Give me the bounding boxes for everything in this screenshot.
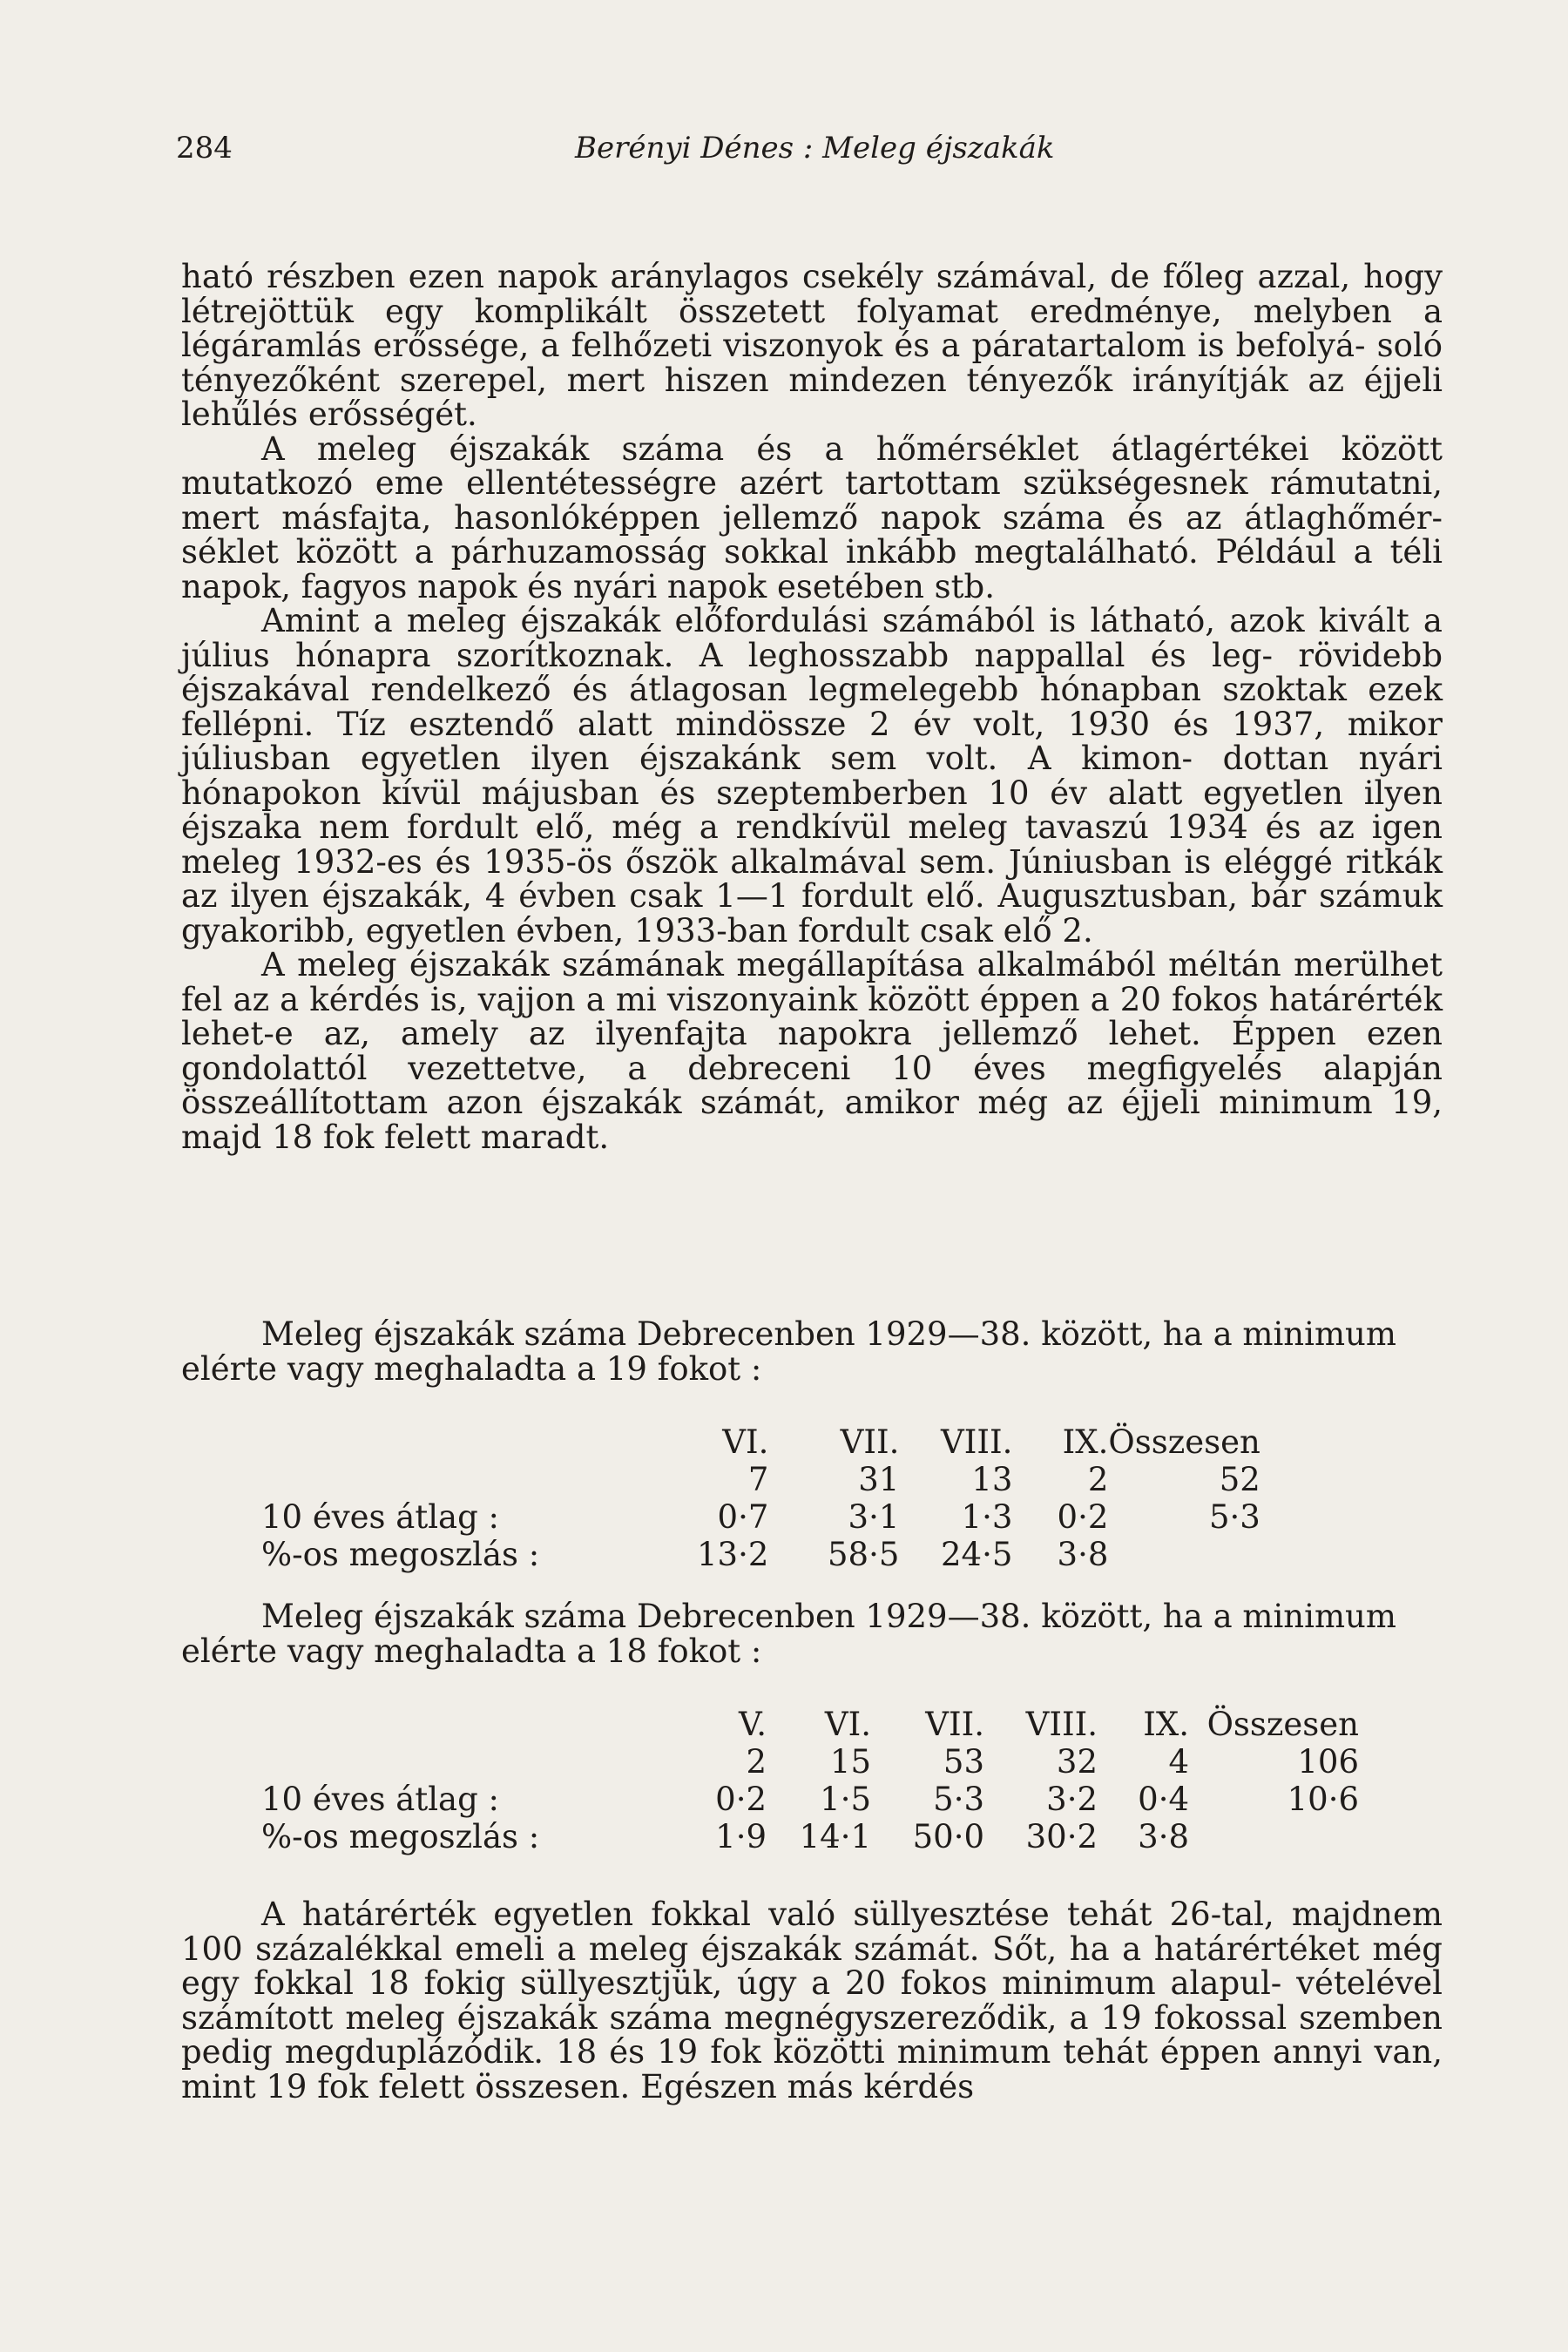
table-cell: 7 bbox=[747, 1461, 769, 1498]
body-text bbox=[181, 260, 1443, 1154]
table-row bbox=[261, 1818, 1359, 1855]
paragraph-threshold: A meleg éjszakák számának megállapítása alkalmából méltán merülhet fel az a kérdés is, vajjon a mi viszonyaink között éppen a 20 fokos határérték lehet-e az, amely az ilyenfajta napokra jellemző lehet. Éppen ezen gondolattól vezettetve, a debreceni 10 éves megfigyelés alapján összeállítottam azon éjszakák számát, amikor még az éjjeli minimum 19, majd 18 fok felett maradt. bbox=[181, 946, 1443, 1156]
table-19-fok bbox=[261, 1423, 1260, 1573]
table-cell: 5·3 bbox=[1208, 1498, 1260, 1536]
table-cell: 15 bbox=[829, 1743, 871, 1781]
table-cell: 5·3 bbox=[933, 1781, 984, 1818]
table-cell: 10·6 bbox=[1287, 1781, 1359, 1818]
table-cell: 53 bbox=[943, 1743, 984, 1781]
closing-text bbox=[181, 1897, 1443, 2104]
table-cell: 13·2 bbox=[697, 1536, 769, 1573]
table-header-row bbox=[261, 1423, 1260, 1461]
row-label: %-os megoszlás : bbox=[261, 1536, 540, 1573]
running-title: Berényi Dénes : Meleg éjszakák bbox=[575, 131, 1055, 166]
table-cell: 14·1 bbox=[799, 1818, 871, 1855]
table-cell: 106 bbox=[1297, 1743, 1359, 1781]
table-row bbox=[261, 1461, 1260, 1498]
table-cell: 3·2 bbox=[1046, 1781, 1098, 1818]
table-cell: VIII. bbox=[1025, 1706, 1098, 1743]
table-cell: 1·5 bbox=[820, 1781, 871, 1818]
table-row bbox=[261, 1743, 1359, 1781]
paragraph-july: Amint a meleg éjszakák előfordulási számából is látható, azok kivált a július hónapra szorítkoznak. A leghosszabb nappallal és leg- rövidebb éjszakával rendelkező és átlagosan legmelegebb hónapban szoktak ezek fellépni. Tíz esztendő alatt mindössze 2 év volt, 1930 és 1937, mikor júliusban egyetlen ilyen éjszakánk sem volt. A kimon- dottan nyári hónapokon kívül májusban és szeptemberben 10 év alatt egyetlen ilyen éjszaka nem fordult elő, még a rendkívül meleg tavaszú 1934 és az igen meleg 1932-es és 1935-ös őszök alkalmával sem. Júniusban is eléggé ritkák az ilyen éjszakák, 4 évben csak 1—1 fordult elő. Augusztusban, bár számuk gyakoribb, egyetlen évben, 1933-ban fordult csak elő 2. bbox=[181, 602, 1443, 950]
table-cell: Összesen bbox=[1206, 1706, 1359, 1743]
table-row bbox=[261, 1536, 1260, 1573]
table-cell: 2 bbox=[1087, 1461, 1109, 1498]
table-cell: 50·0 bbox=[912, 1818, 984, 1855]
table-19-caption: Meleg éjszakák száma Debrecenben 1929—38. között, ha a minimum elérte vagy meghaladta a 19 fokot : bbox=[181, 1315, 1396, 1388]
table-cell: V. bbox=[738, 1706, 767, 1743]
table-cell: Összesen bbox=[1108, 1423, 1260, 1461]
table-header-row bbox=[261, 1706, 1359, 1743]
page-number: 284 bbox=[176, 131, 233, 166]
table-cell: 24·5 bbox=[941, 1536, 1013, 1573]
table-cell: 0·7 bbox=[717, 1498, 769, 1536]
table-cell: 13 bbox=[971, 1461, 1013, 1498]
table-row bbox=[261, 1498, 1260, 1536]
paragraph-continuation: ható részben ezen napok aránylagos csekély számával, de főleg azzal, hogy létrejöttük egy komplikált összetett folyamat eredménye, melyben a légáramlás erőssége, a felhőzeti viszonyok és a páratartalom is befolyá- soló tényezőként szerepel, mert hiszen mindezen tényezők irányítják az éjjeli lehűlés erősségét. bbox=[181, 258, 1443, 433]
row-label: 10 éves átlag : bbox=[261, 1498, 500, 1536]
table-cell: 4 bbox=[1168, 1743, 1189, 1781]
table-cell: 52 bbox=[1219, 1461, 1260, 1498]
row-label: 10 éves átlag : bbox=[261, 1781, 500, 1818]
table-cell: 32 bbox=[1056, 1743, 1098, 1781]
table-cell: 0·2 bbox=[1057, 1498, 1109, 1536]
table-cell: 0·4 bbox=[1138, 1781, 1189, 1818]
table-cell: 1·9 bbox=[715, 1818, 767, 1855]
table-18-caption: Meleg éjszakák száma Debrecenben 1929—38. között, ha a minimum elérte vagy meghaladta a 18 fokot : bbox=[181, 1598, 1396, 1670]
table-cell: 0·2 bbox=[715, 1781, 767, 1818]
row-label: %-os megoszlás : bbox=[261, 1818, 540, 1855]
table-row bbox=[261, 1781, 1359, 1818]
table-cell: IX. bbox=[1143, 1706, 1189, 1743]
table-cell: VIII. bbox=[941, 1423, 1013, 1461]
table-cell: 1·3 bbox=[961, 1498, 1013, 1536]
table-cell: 58·5 bbox=[828, 1536, 900, 1573]
table-cell: 3·8 bbox=[1057, 1536, 1109, 1573]
table-cell: 3·8 bbox=[1138, 1818, 1189, 1855]
table-cell: VI. bbox=[722, 1423, 769, 1461]
table-cell: VI. bbox=[824, 1706, 871, 1743]
table-cell: 31 bbox=[858, 1461, 900, 1498]
paragraph-contrast: A meleg éjszakák száma és a hőmérséklet átlagértékei között mutatkozó eme ellentétességre azért tartottam szükségesnek rámutatni, mert másfajta, hasonlóképpen jellemző napok száma és az átlaghőmér- séklet között a párhuzamosság sokkal inkább megtalálható. Például a téli napok, fagyos napok és nyári napok esetében stb. bbox=[181, 429, 1443, 605]
table-cell: 30·2 bbox=[1025, 1818, 1098, 1855]
table-cell: 3·1 bbox=[848, 1498, 900, 1536]
paragraph-closing: A határérték egyetlen fokkal való süllyesztése tehát 26-tal, majdnem 100 százalékkal emeli a meleg éjszakák számát. Sőt, ha a határértéket még egy fokkal 18 fokig süllyesztjük, úgy a 20 fokos minimum alapul- vételével számított meleg éjszakák száma megnégyszereződik, a 19 fokossal szemben pedig megduplázódik. 18 és 19 fok közötti minimum tehát éppen annyi van, mint 19 fok felett összesen. Egészen más kérdés bbox=[181, 1896, 1443, 2105]
table-cell: VII. bbox=[840, 1423, 900, 1461]
table-cell: IX. bbox=[1062, 1423, 1109, 1461]
table-cell: VII. bbox=[925, 1706, 984, 1743]
table-18-fok bbox=[261, 1706, 1359, 1855]
table-cell: 2 bbox=[746, 1743, 767, 1781]
